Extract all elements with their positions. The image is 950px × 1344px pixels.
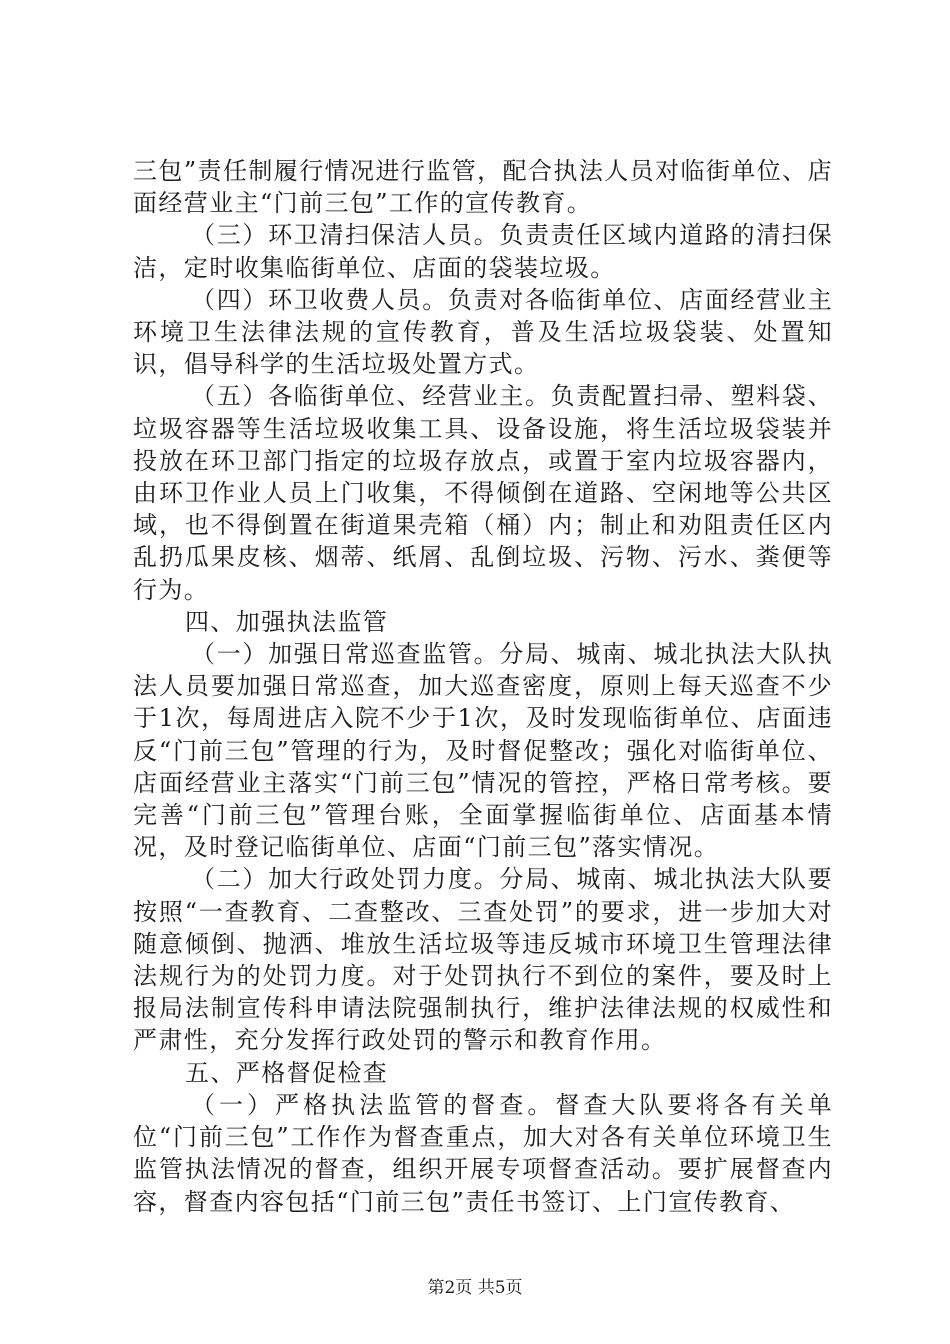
document-body: [133, 155, 833, 1218]
page-number-footer: 第2页 共5页: [427, 1278, 523, 1298]
paragraph-sanitation-fee-collectors: （四）环卫收费人员。负责对各临街单位、店面经营业主环境卫生法律法规的宣传教育，普及生活垃圾袋装、处置知识，倡导科学的生活垃圾处置方式。: [133, 285, 833, 379]
paragraph-street-units: （五）各临街单位、经营业主。负责配置扫帚、塑料袋、垃圾容器等生活垃圾收集工具、设备设施，将生活垃圾袋装并投放在环卫部门指定的垃圾存放点，或置于室内垃圾容器内，由环卫作业人员上门收集，不得倾倒在道路、空闲地等公共区域，也不得倒置在街道果壳箱（桶）内；制止和劝阻责任区内乱扔瓜果皮核、烟蒂、纸屑、乱倒垃圾、污物、污水、粪便等行为。: [133, 382, 833, 604]
paragraph-sanitation-cleaners: （三）环卫清扫保洁人员。负责责任区域内道路的清扫保洁，定时收集临街单位、店面的袋装垃圾。: [133, 221, 833, 282]
section-heading-5: 五、严格督促检查: [185, 1058, 389, 1087]
paragraph-administrative-penalty: （二）加大行政处罚力度。分局、城南、城北执法大队要按照“一查教育、二查整改、三查处罚”的要求，进一步加大对随意倾倒、抛洒、堆放生活垃圾等违反城市环境卫生管理法律法规行为的处罚力度。对于处罚执行不到位的案件，要及时上报局法制宣传科申请法院强制执行，维护法律法规的权威性和严肃性，充分发挥行政处罚的警示和教育作用。: [133, 865, 833, 1055]
paragraph-daily-patrol: （一）加强日常巡查监管。分局、城南、城北执法大队执法人员要加强日常巡查，加大巡查密度，原则上每天巡查不少于1次，每周进店入院不少于1次，及时发现临街单位、店面违反“门前三包”管理的行为，及时督促整改；强化对临街单位、店面经营业主落实“门前三包”情况的管控，严格日常考核。要完善“门前三包”管理台账，全面掌握临街单位、店面基本情况，及时登记临街单位、店面“门前三包”落实情况。: [133, 640, 833, 862]
section-heading-4: 四、加强执法监管: [185, 607, 389, 636]
paragraph-supervision: （一）严格执法监管的督查。督查大队要将各有关单位“门前三包”工作作为督查重点，加大对各有关单位环境卫生监管执法情况的督查，组织开展专项督查活动。要扩展督查内容，督查内容包括“门前三包”责任书签订、上门宣传教育、: [133, 1090, 833, 1216]
paragraph-continuation: 三包”责任制履行情况进行监管，配合执法人员对临街单位、店面经营业主“门前三包”工作的宣传教育。: [133, 157, 833, 218]
